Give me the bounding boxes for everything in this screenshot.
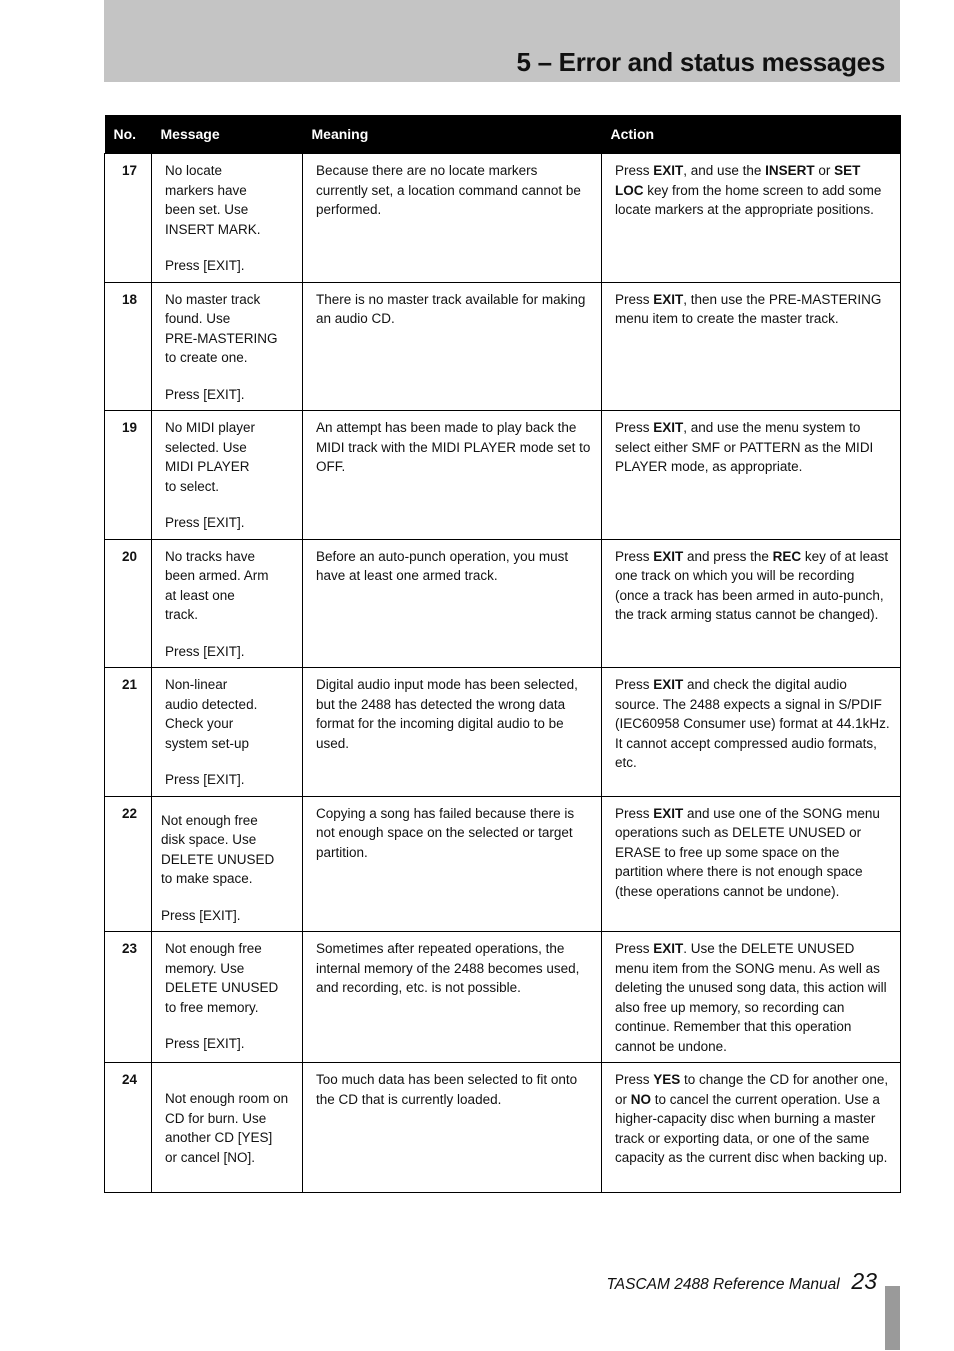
action-cell <box>602 539 901 668</box>
message-line: track. <box>165 607 199 622</box>
action-text: Press <box>615 548 654 564</box>
action-text: Press <box>615 677 654 692</box>
message-cell <box>152 1063 303 1193</box>
meaning-cell: There is no master track available for making an audio CD. <box>303 282 602 411</box>
table-row <box>105 154 901 283</box>
message-cell <box>152 154 303 283</box>
meaning-cell: Before an auto-punch operation, you must have at least one armed track. <box>303 539 602 668</box>
meaning-cell: An attempt has been made to play back the MIDI track with the MIDI PLAYER mode set to OFF. <box>303 411 602 540</box>
message-line: Non-linear <box>165 677 228 692</box>
column-header-meaning: Meaning <box>303 115 602 154</box>
message-press-exit: Press [EXIT]. <box>165 258 245 273</box>
message-line: been set. Use <box>165 202 249 217</box>
message-line: Check your <box>165 716 234 731</box>
message-press-exit: Press [EXIT]. <box>161 907 241 923</box>
row-number: 20 <box>105 539 152 668</box>
action-text: or <box>814 163 835 178</box>
action-text: Press <box>615 805 654 821</box>
table-row <box>105 539 901 668</box>
action-cell <box>602 932 901 1063</box>
meaning-cell: Digital audio input mode has been selected, but the 2488 has detected the wrong data format for the incoming digital audio to be used. <box>303 668 602 797</box>
column-header-no: No. <box>105 115 152 154</box>
action-text: , then use the PRE-MASTERING menu item to create the master track. <box>615 291 882 326</box>
message-line: at least one <box>165 587 235 603</box>
table-row <box>105 282 901 411</box>
action-text: , and use the <box>683 163 766 178</box>
action-text: Press <box>615 941 654 956</box>
action-cell <box>602 796 901 932</box>
action-cell <box>602 282 901 411</box>
message-line: PRE-MASTERING <box>165 330 278 346</box>
page-edge-tab <box>885 1286 900 1350</box>
message-line: MIDI PLAYER <box>165 459 250 474</box>
action-text: Press <box>615 1072 654 1087</box>
message-line: or cancel [NO]. <box>165 1149 256 1165</box>
message-line: Not enough room on <box>165 1091 289 1106</box>
meaning-cell: Sometimes after repeated operations, the internal memory of the 2488 becomes used, and recording, etc. is not possible. <box>303 932 602 1063</box>
message-line: Not enough free <box>161 812 258 828</box>
message-line: disk space. Use <box>161 832 257 847</box>
footer <box>606 1276 876 1294</box>
message-line: selected. Use <box>165 439 247 455</box>
row-number: 21 <box>105 668 152 797</box>
message-line: No locate <box>165 163 223 178</box>
action-text: , and use the menu system to select either SMF or PATTERN as the MIDI PLAYER mode, as appropriate. <box>615 420 874 474</box>
row-number: 22 <box>105 796 152 932</box>
row-number: 19 <box>105 411 152 540</box>
message-cell <box>152 668 303 797</box>
message-line: Not enough free <box>165 941 262 956</box>
message-line: INSERT MARK. <box>165 221 261 237</box>
message-press-exit: Press [EXIT]. <box>165 515 245 530</box>
table-row <box>105 796 901 932</box>
message-cell <box>152 932 303 1063</box>
action-text: to change the CD for another one, or <box>615 1072 889 1107</box>
action-text: to cancel the current operation. Use a higher-capacity disc when burning a master track or exporting data, or one of the same capacity as the current disc when backing up. <box>615 1091 888 1165</box>
action-text: Press <box>615 291 654 307</box>
message-line: DELETE UNUSED <box>165 980 279 995</box>
message-line: CD for burn. Use <box>165 1110 267 1126</box>
row-number: 23 <box>105 932 152 1063</box>
message-cell <box>152 539 303 668</box>
meaning-cell: Too much data has been selected to fit onto the CD that is currently loaded. <box>303 1063 602 1193</box>
row-number: 18 <box>105 282 152 411</box>
message-line: No master track <box>165 291 261 307</box>
message-line: another CD [YES] <box>165 1130 273 1145</box>
key-name: EXIT <box>653 548 684 564</box>
action-text: and use one of the SONG menu operations such as DELETE UNUSED or ERASE to free up some space on the partition where there is not enough space (these operations cannot be undone). <box>615 805 880 899</box>
action-text: and press the <box>683 548 773 564</box>
row-number: 17 <box>105 154 152 283</box>
message-line: audio detected. <box>165 696 258 712</box>
key-name: EXIT <box>653 291 684 307</box>
action-cell <box>602 668 901 797</box>
message-line: to free memory. <box>165 999 259 1015</box>
message-line: found. Use <box>165 311 231 326</box>
row-number: 24 <box>105 1063 152 1193</box>
message-line: markers have <box>165 182 247 198</box>
message-cell <box>152 282 303 411</box>
key-name: NO <box>630 1091 652 1107</box>
message-line: to make space. <box>161 871 253 886</box>
key-name: YES <box>653 1072 681 1087</box>
key-name: EXIT <box>653 941 684 956</box>
message-press-exit: Press [EXIT]. <box>165 1036 245 1051</box>
message-line: to create one. <box>165 350 248 365</box>
message-press-exit: Press [EXIT]. <box>165 386 245 402</box>
message-line: been armed. Arm <box>165 568 269 583</box>
action-text: key of at least one track on which you will be recording (once a track has been armed in auto-punch, the track arming status cannot be changed). <box>615 548 889 622</box>
key-name: INSERT <box>765 163 815 178</box>
action-cell <box>602 154 901 283</box>
column-header-message: Message <box>152 115 303 154</box>
message-press-exit: Press [EXIT]. <box>165 643 245 659</box>
key-name: SET LOC <box>615 163 861 198</box>
message-line: to select. <box>165 478 220 494</box>
table-header-row <box>105 115 901 154</box>
key-name: EXIT <box>653 420 684 435</box>
chapter-title: 5 – Error and status messages <box>516 47 885 77</box>
action-text: . Use the DELETE UNUSED menu item from the SONG menu. As well as deleting the unused song data, this action will also free up memory, so recording can continue. Remember that this operation cannot be undone. <box>615 941 887 1054</box>
message-press-exit: Press [EXIT]. <box>165 772 245 787</box>
key-name: REC <box>772 548 802 564</box>
action-text: Press <box>615 420 654 435</box>
footer-manual-title: TASCAM 2488 Reference Manual <box>606 1276 840 1293</box>
table-row <box>105 668 901 797</box>
table-row <box>105 1063 901 1193</box>
message-line: No MIDI player <box>165 420 256 435</box>
action-cell <box>602 411 901 540</box>
message-line: system set-up <box>165 735 250 751</box>
message-cell <box>152 796 303 932</box>
key-name: EXIT <box>653 163 684 178</box>
message-line: memory. Use <box>165 960 245 976</box>
action-text: key from the home screen to add some locate markers at the appropriate positions. <box>615 182 882 217</box>
meaning-cell: Because there are no locate markers currently set, a location command cannot be performed. <box>303 154 602 283</box>
key-name: EXIT <box>653 805 684 821</box>
key-name: EXIT <box>653 677 684 692</box>
error-messages-table <box>104 115 901 1193</box>
message-cell <box>152 411 303 540</box>
table-row <box>105 932 901 1063</box>
action-text: Press <box>615 163 654 178</box>
message-line: DELETE UNUSED <box>161 851 275 867</box>
message-line: No tracks have <box>165 548 256 564</box>
table-row <box>105 411 901 540</box>
meaning-cell: Copying a song has failed because there is not enough space on the selected or target partition. <box>303 796 602 932</box>
action-cell <box>602 1063 901 1193</box>
page-number: 23 <box>851 1268 877 1294</box>
column-header-action: Action <box>602 115 901 154</box>
action-text: and check the digital audio source. The 2488 expects a signal in S/PDIF (IEC60958 Consumer use) format at 44.1kHz. It cannot accept compressed audio formats, etc. <box>615 677 890 770</box>
